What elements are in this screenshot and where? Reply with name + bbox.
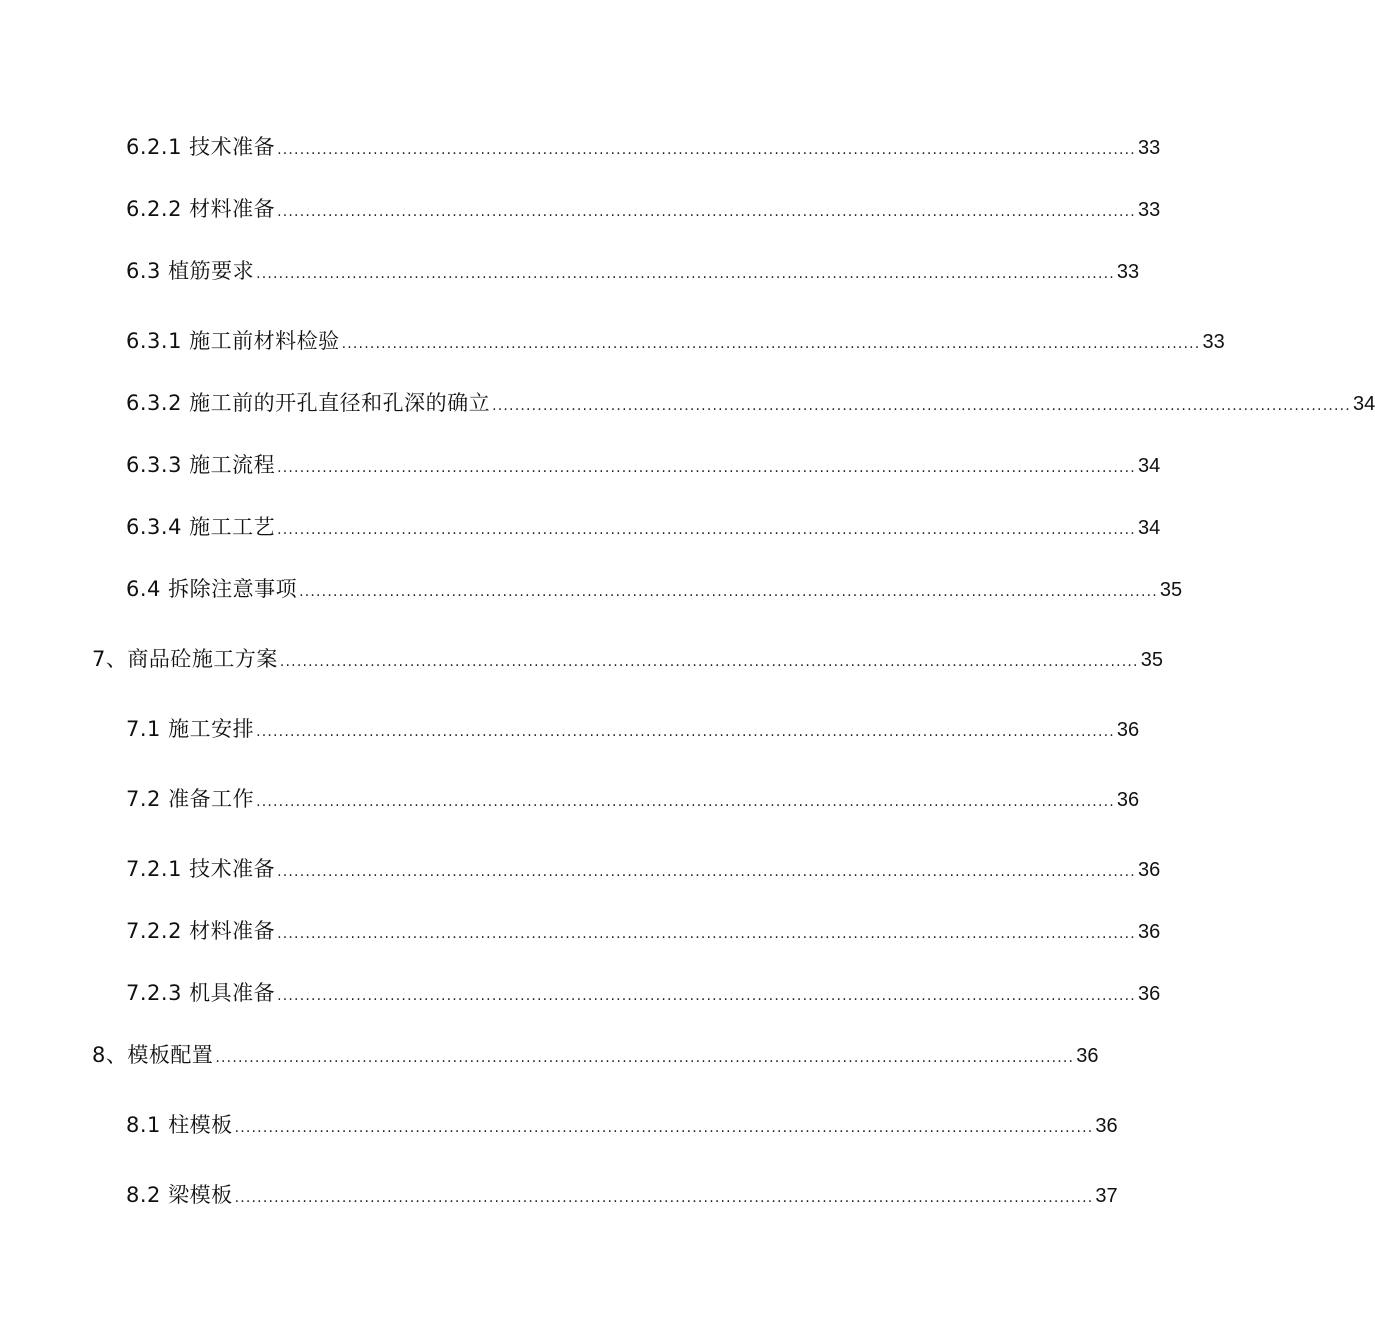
toc-leader-dots: ........................................................................................................................................................ [492, 398, 1351, 414]
toc-entry-label: 6.4 拆除注意事项 [126, 577, 298, 601]
toc-entry-label: 6.2.2 材料准备 [126, 197, 276, 221]
toc-page-number: 36 [1137, 921, 1161, 943]
toc-page-number: 36 [1116, 719, 1140, 741]
toc-entry[interactable] [0, 641, 1163, 677]
toc-entry-label: 6.3.2 施工前的开孔直径和孔深的确立 [126, 391, 491, 415]
toc-entry-label: 6.3 植筋要求 [126, 259, 255, 283]
toc-entry[interactable] [0, 385, 1375, 421]
toc-entry-label: 7.2.3 机具准备 [126, 981, 276, 1005]
toc-entry[interactable] [0, 711, 1140, 747]
toc-leader-dots: ........................................................................................................................................................ [277, 864, 1136, 880]
toc-leader-dots: ........................................................................................................................................................ [277, 142, 1136, 158]
toc-page-number: 34 [1352, 393, 1375, 415]
toc-page-number: 33 [1137, 199, 1161, 221]
toc-entry-label: 8.1 柱模板 [126, 1113, 233, 1137]
toc-entry[interactable] [0, 191, 1161, 227]
toc-entry[interactable] [0, 447, 1161, 483]
toc-entry[interactable] [0, 323, 1225, 359]
toc-leader-dots: ........................................................................................................................................................ [277, 204, 1136, 220]
toc-entry[interactable] [0, 781, 1140, 817]
toc-page-number: 36 [1076, 1045, 1099, 1067]
toc-page-number: 34 [1137, 517, 1161, 539]
toc-page-number: 37 [1095, 1185, 1118, 1207]
toc-leader-dots: ........................................................................................................................................................ [234, 1120, 1094, 1136]
toc-page-number: 34 [1137, 455, 1161, 477]
toc-page-number: 33 [1116, 261, 1140, 283]
toc-page-number: 35 [1140, 649, 1163, 671]
toc-entry[interactable] [0, 509, 1161, 545]
toc-entry-label: 7.2.2 材料准备 [126, 919, 276, 943]
toc-entry[interactable] [0, 571, 1183, 607]
toc-entry-label: 6.3.1 施工前材料检验 [126, 329, 340, 353]
toc-entry[interactable] [0, 1107, 1118, 1143]
toc-leader-dots: ........................................................................................................................................................ [277, 926, 1136, 942]
toc-entry-label: 6.3.4 施工工艺 [126, 515, 276, 539]
toc-entry[interactable] [0, 975, 1161, 1011]
toc-page-number: 36 [1116, 789, 1140, 811]
toc-entry-label: 6.2.1 技术准备 [126, 135, 276, 159]
toc-entry-label: 7、商品砼施工方案 [92, 647, 278, 671]
toc-entry-label: 7.2 准备工作 [126, 787, 255, 811]
toc-entry-label: 8.2 梁模板 [126, 1183, 233, 1207]
toc-leader-dots: ........................................................................................................................................................ [341, 336, 1201, 352]
toc-leader-dots: ........................................................................................................................................................ [277, 522, 1136, 538]
toc-entry-label: 8、模板配置 [92, 1043, 214, 1067]
toc-entry-label: 7.1 施工安排 [126, 717, 255, 741]
toc-leader-dots: ........................................................................................................................................................ [279, 654, 1139, 670]
toc-page-number: 33 [1202, 331, 1225, 353]
toc-page-number: 36 [1095, 1115, 1118, 1137]
toc-leader-dots: ........................................................................................................................................................ [277, 988, 1136, 1004]
toc-leader-dots: ........................................................................................................................................................ [234, 1190, 1094, 1206]
toc-entry[interactable] [0, 1037, 1099, 1073]
toc-page-number: 33 [1137, 137, 1161, 159]
toc-entry[interactable] [0, 851, 1161, 887]
toc-leader-dots: ........................................................................................................................................................ [277, 460, 1136, 476]
toc-page-number: 36 [1137, 983, 1161, 1005]
toc-leader-dots: ........................................................................................................................................................ [256, 794, 1115, 810]
toc-entry[interactable] [0, 913, 1161, 949]
toc-leader-dots: ........................................................................................................................................................ [215, 1050, 1075, 1066]
toc-entry[interactable] [0, 129, 1161, 165]
toc-entry-label: 7.2.1 技术准备 [126, 857, 276, 881]
toc-entry[interactable] [0, 1177, 1118, 1213]
toc-leader-dots: ........................................................................................................................................................ [256, 724, 1115, 740]
toc-page-number: 36 [1137, 859, 1161, 881]
toc-entry[interactable] [0, 253, 1140, 289]
toc-entry-label: 6.3.3 施工流程 [126, 453, 276, 477]
toc-leader-dots: ........................................................................................................................................................ [299, 584, 1158, 600]
toc-page-number: 35 [1159, 579, 1183, 601]
toc-leader-dots: ........................................................................................................................................................ [256, 266, 1115, 282]
